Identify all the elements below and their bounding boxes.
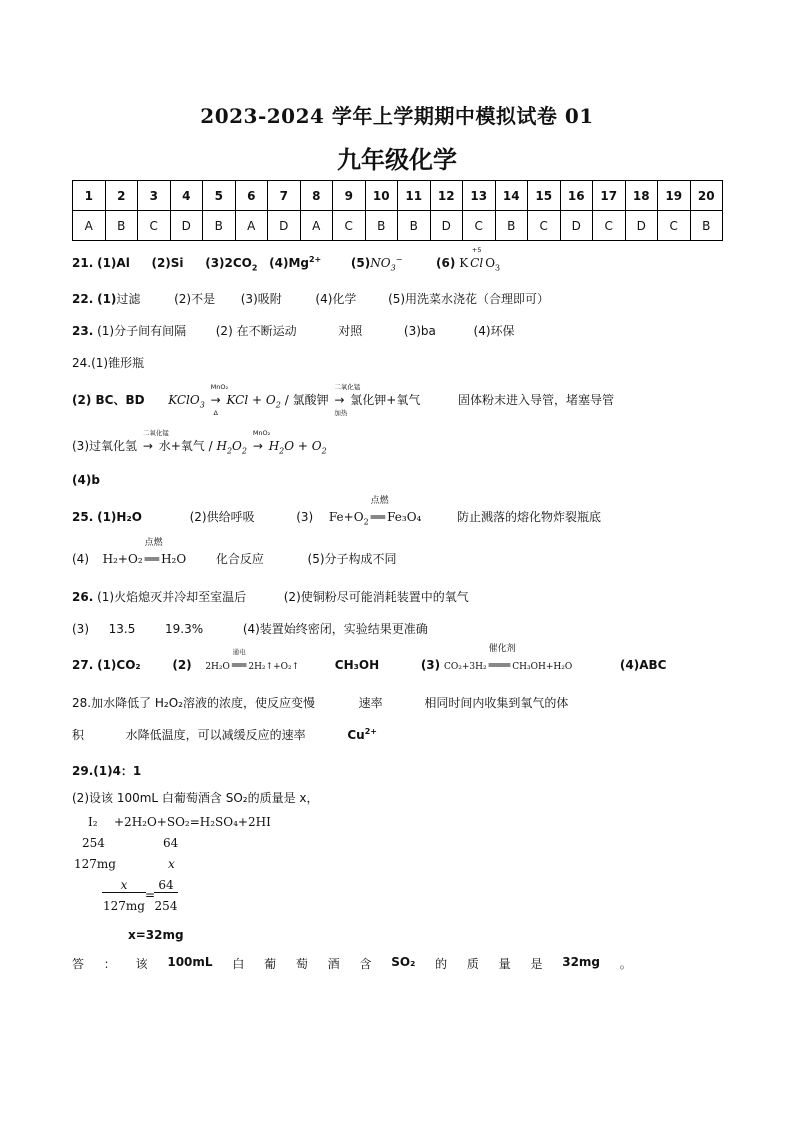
q29-result: x=32mg	[128, 928, 184, 942]
q29-answer-word: 该	[135, 957, 148, 971]
q24-eq-symbol: KClO$_3$ MnO₂ → Δ KCl + $O_2$	[168, 383, 281, 417]
q28-l2c: $Cu^{2+}$	[347, 727, 377, 742]
q27-p1: (1)CO₂	[97, 658, 141, 672]
q26-label: 26.	[72, 590, 94, 604]
q29-answer-word: 是	[530, 957, 543, 971]
q25-label: 25.	[72, 510, 94, 524]
answer-table-number-cell: 12	[430, 181, 463, 211]
q29-line2: (2)设该 100mL 白葡萄酒含 SO₂的质量是 x，	[72, 791, 319, 805]
q23-p2b: 对照	[338, 324, 363, 338]
answer-table-number-cell: 3	[138, 181, 171, 211]
answer-table-answer-cell: A	[73, 211, 106, 241]
q21-p6: (6) K +5 Cl $O_3$	[436, 246, 501, 273]
answer-table-number-cell: 11	[398, 181, 431, 211]
q29-answer-word: 含	[359, 957, 372, 971]
answer-table-answer-cell: C	[138, 211, 171, 241]
q29-answer-word: 。	[619, 957, 632, 971]
page-subtitle: 九年级化学	[337, 146, 457, 174]
q26-p3: (3)	[72, 622, 89, 636]
q29-g1: 127mg	[74, 857, 116, 871]
q26-p1: (1)火焰熄灭并冷却至室温后	[97, 590, 247, 604]
q29-eq-rhs: +2H₂O+SO₂=H₂SO₄+2HI	[114, 815, 271, 829]
q28-l1a: 28.加水降低了 H₂O₂溶液的浓度，使反应变慢	[72, 696, 315, 710]
q27-p4: (4)ABC	[619, 658, 667, 672]
q29-frac-left-den: 127mg	[103, 899, 145, 913]
answer-table-answer-cell: B	[495, 211, 528, 241]
q29-answer-word: 质	[466, 957, 479, 971]
answer-table-answer-cell: A	[300, 211, 333, 241]
answer-table-numbers-row	[73, 181, 723, 211]
answer-table-number-cell: 14	[495, 181, 528, 211]
answer-table-number-cell: 17	[593, 181, 626, 211]
q29-g2: x	[168, 857, 175, 871]
q29-answer-word: 酒	[327, 957, 340, 971]
answer-table-answer-cell: C	[658, 211, 691, 241]
q24-l2-label: (2) BC、BD	[72, 393, 145, 407]
q29-answer-word: SO₂	[391, 955, 416, 969]
q22-p2: (2)不是	[174, 292, 216, 306]
q24-line1: 24.(1)锥形瓶	[72, 356, 145, 370]
q22-p1: (1)过滤	[97, 292, 141, 306]
q29-m2: 64	[163, 836, 179, 850]
q25-h2-eq: H₂+O₂ 点燃 ══ H₂O	[102, 538, 187, 566]
q29-answer-line	[72, 955, 632, 972]
answer-table-answer-cell: D	[430, 211, 463, 241]
q29-answer-word: 32mg	[562, 955, 601, 969]
q28-l2a: 积	[72, 728, 85, 742]
q29-answer-word: 白	[232, 957, 245, 971]
q26-p4: (4)装置始终密闭，实验结果更准确	[242, 622, 428, 636]
answer-table-answer-cell: C	[593, 211, 626, 241]
q24-line4: (4)b	[72, 473, 100, 487]
q25-p3b: 防止溅落的熔化物炸裂瓶底	[457, 510, 602, 524]
answer-table-answer-cell: B	[365, 211, 398, 241]
answer-table-answer-cell: C	[528, 211, 561, 241]
answer-table-number-cell: 18	[625, 181, 658, 211]
q29-answer-word: 的	[435, 957, 448, 971]
answer-table-answer-cell: B	[203, 211, 236, 241]
q29-answer-word: 葡	[264, 957, 277, 971]
q23-line	[72, 323, 515, 339]
q22-p3: (3)吸附	[240, 292, 282, 306]
answer-table-answer-cell: D	[268, 211, 301, 241]
q29-answer-word: 100mL	[167, 955, 213, 969]
q24-eq-word: 氯酸钾 二氧化锰 → 加热 氯化钾+氧气	[292, 383, 421, 417]
q29-answer-word: 萄	[295, 957, 308, 971]
q27-p2: (2)	[172, 658, 192, 672]
q29-frac-left-num: x	[102, 878, 146, 893]
answer-table	[72, 180, 723, 241]
q29-answer-word: 量	[498, 957, 511, 971]
q26-v1: 13.5	[108, 622, 136, 636]
q22-label: 22.	[72, 292, 94, 306]
q25-fe-eq: $Fe+O_2$ 点燃 ══ Fe₃O₄	[328, 496, 422, 527]
q28-l1b: 速率	[358, 696, 383, 710]
answer-table-number-cell: 8	[300, 181, 333, 211]
q27-line	[72, 644, 667, 675]
q29-answer-word: ：	[103, 957, 116, 971]
answer-table-number-cell: 10	[365, 181, 398, 211]
q24-l3-label: (3)过氧化氢	[72, 439, 137, 453]
answer-table-number-cell: 4	[170, 181, 203, 211]
answer-table-number-cell: 5	[203, 181, 236, 211]
page-title: 2023-2024 学年上学期期中模拟试卷 01	[200, 104, 594, 128]
answer-table-number-cell: 16	[560, 181, 593, 211]
answer-table-answer-cell: D	[170, 211, 203, 241]
q24-slash: /	[284, 393, 289, 407]
q28-l2b: 水降低温度，可以减缓反应的速率	[125, 728, 306, 742]
answer-table-number-cell: 7	[268, 181, 301, 211]
q23-p1: (1)分子间有间隔	[97, 324, 187, 338]
q25-p5: (5)分子构成不同	[307, 552, 397, 566]
answer-table-number-cell: 6	[235, 181, 268, 211]
q24-l3-symbol: $H_2O_2$ MnO₂ → $H_2O + O_2$	[216, 429, 327, 456]
answer-table-answer-cell: B	[398, 211, 431, 241]
q27-p2b: CH₃OH	[334, 658, 380, 672]
q24-l2-reason: 固体粉末进入导管，堵塞导管	[458, 393, 615, 407]
q24-line2	[72, 383, 615, 417]
answer-table-number-cell: 13	[463, 181, 496, 211]
q29-m1: 254	[82, 836, 105, 850]
q27-label: 27.	[72, 658, 94, 672]
q29-eq-lhs: I₂	[88, 815, 98, 829]
answer-table-number-cell: 19	[658, 181, 691, 211]
q25-line1	[72, 496, 602, 527]
q29-line1: 29.(1)4：1	[72, 764, 142, 778]
q22-p4: (4)化学	[315, 292, 357, 306]
answer-table-answer-cell: A	[235, 211, 268, 241]
q29-answer-word: 答	[72, 957, 85, 971]
answer-table-number-cell: 9	[333, 181, 366, 211]
q21-p2: (2)Si	[151, 256, 184, 270]
answer-table-number-cell: 2	[105, 181, 138, 211]
q29-eq-sign: =	[145, 888, 156, 902]
q21-line	[72, 246, 501, 273]
answer-table-answer-cell: D	[625, 211, 658, 241]
q24-line3: (3)过氧化氢 二氧化锰 → 水+氧气 / $H_2O_2$ MnO₂ → $H_2O + O_2$	[72, 429, 327, 456]
q25-p3: (3)	[296, 510, 314, 524]
answer-table-number-cell: 20	[690, 181, 723, 211]
q28-line2	[72, 727, 377, 743]
q27-p3: (3)	[420, 658, 441, 672]
q25-line2	[72, 538, 397, 567]
answer-table-answer-cell: C	[463, 211, 496, 241]
q27-eq2: 2H₂O 通电 ══ 2H₂↑+O₂↑	[205, 648, 300, 672]
q26-line1	[72, 589, 469, 605]
answer-table-answers-row	[73, 211, 723, 241]
q23-p3: (3)ba	[403, 324, 436, 338]
q26-line2	[72, 621, 428, 637]
q22-line	[72, 291, 549, 307]
q21-p1: (1)Al	[97, 256, 130, 270]
q25-p1: (1)H₂O	[97, 510, 142, 524]
answer-table-answer-cell: B	[105, 211, 138, 241]
q23-p4: (4)环保	[473, 324, 515, 338]
q23-label: 23.	[72, 324, 94, 338]
q21-p5: $(5)NO_3^-$	[350, 255, 403, 273]
q26-p2: (2)使铜粉尽可能消耗装置中的氧气	[283, 590, 469, 604]
q26-v2: 19.3%	[165, 622, 204, 636]
answer-table-answer-cell: B	[690, 211, 723, 241]
answer-table-answer-cell: D	[560, 211, 593, 241]
q22-p5: (5)用洗菜水浇花（合理即可）	[388, 292, 550, 306]
q28-l1c: 相同时间内收集到氧气的体	[424, 696, 569, 710]
answer-table-answer-cell: C	[333, 211, 366, 241]
q23-p2: (2) 在不断运动	[215, 324, 297, 338]
q28-line1	[72, 695, 568, 711]
q25-p4: (4)	[72, 552, 89, 566]
q27-eq3: CO₂+3H₂ 催化剂 ═══ CH₃OH+H₂O	[443, 644, 573, 672]
q21-label: 21.	[72, 256, 94, 270]
q21-p4: $(4)Mg^{2+}$	[269, 255, 322, 270]
answer-table-number-cell: 1	[73, 181, 106, 211]
q29-frac-right-den: 254	[154, 899, 178, 913]
q25-p4b: 化合反应	[215, 552, 264, 566]
q25-p2: (2)供给呼吸	[189, 510, 255, 524]
q29-frac-right-num: 64	[154, 878, 178, 893]
q21-p3: $(3)2CO_2$	[205, 256, 258, 273]
q24-l3-products: 水+氧气	[158, 439, 205, 453]
answer-table-number-cell: 15	[528, 181, 561, 211]
